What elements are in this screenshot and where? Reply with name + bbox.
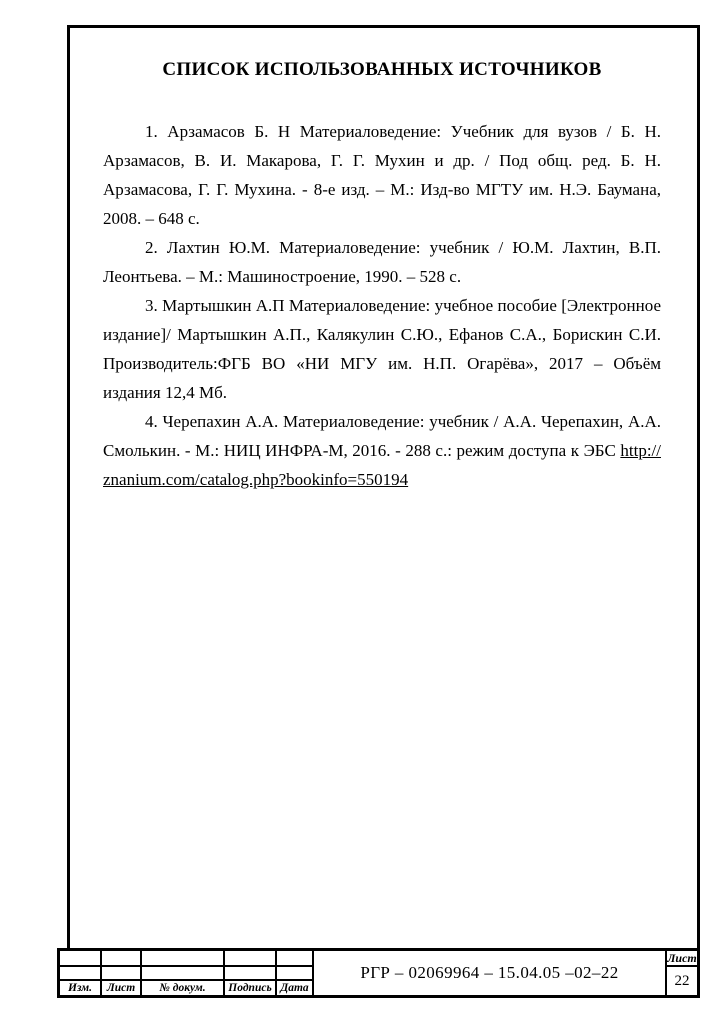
title-block [57,948,700,998]
sheet-number: 22 [674,972,690,989]
section-title: СПИСОК ИСПОЛЬЗОВАННЫХ ИСТОЧНИКОВ [162,59,602,80]
titleblock-label-data: Дата [280,982,309,994]
titleblock-label-podpis: Подпись [228,982,272,994]
reference-text: 4. Черепахин А.А. Материаловедение: учебник / А.А. Черепахин, А.А. Смолькин. - М.: НИЦ ИНФРА-М, 2016. - 288 с.: режим доступа к ЭБС [103,412,661,460]
reference-item-2 [103,233,661,291]
reference-item-1 [103,117,661,233]
document-number: РГР – 02069964 – 15.04.05 –02–22 [360,963,619,982]
divider-line [60,965,314,967]
reference-link[interactable]: http://znanium.com/catalog.php?bookinfo=550194 [103,441,661,489]
titleblock-label-list: Лист [106,982,136,994]
reference-text: 1. Арзамасов Б. Н Материаловедение: Учебник для вузов / Б. Н. Арзамасов, В. И. Макарова, Г. Г. Мухин и др. / Под общ. ред. Б. Н. Арзамасова, Г. Г. Мухина. - 8-е изд. – М.: Изд-во МГТУ им. Н.Э. Баумана, 2008. – 648 с. [103,122,661,228]
titleblock-label-doc: № докум. [159,982,206,994]
reference-text: 3. Мартышкин А.П Материаловедение: учебное пособие [Электронное издание]/ Мартышкин А.П., Калякулин С.Ю., Ефанов С.А., Борискин С.И. Производитель:ФГБ ВО «НИ МГУ им. Н.П. Огарёва», 2017 – Объём издания 12,4 Мб. [103,296,661,402]
reference-item-4 [103,407,661,494]
titleblock-label-izm: Изм. [68,982,92,994]
reference-item-3 [103,291,661,407]
references-section [103,55,661,494]
sheet-label: Лист [667,950,697,965]
reference-text: 2. Лахтин Ю.М. Материаловедение: учебник / Ю.М. Лахтин, В.П. Леонтьева. – М.: Машиностроение, 1990. – 528 с. [103,238,661,286]
